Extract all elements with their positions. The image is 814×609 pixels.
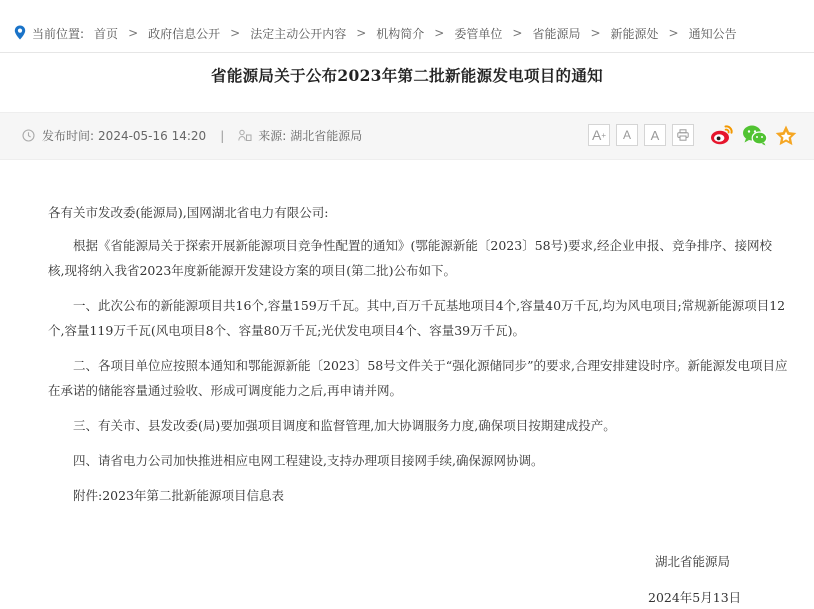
clock-icon (22, 129, 36, 143)
font-size-tools (588, 124, 694, 146)
signature-date: 2024年5月13日 (648, 590, 742, 605)
font-size-increase-button[interactable]: A + (588, 124, 610, 146)
source-icon (238, 129, 252, 143)
publish-time-label: 发布时间: (42, 129, 95, 143)
favorite-button[interactable] (774, 124, 798, 148)
breadcrumb-item-new-energy[interactable]: 新能源处 (610, 26, 659, 41)
article-salutation: 各有关市发改委(能源局),国网湖北省电力有限公司: (48, 205, 329, 220)
share-tools (710, 124, 798, 148)
breadcrumb-separator: > (512, 26, 523, 40)
font-size-decrease-button[interactable]: A (644, 124, 666, 146)
breadcrumb-item-statutory[interactable]: 法定主动公开内容 (250, 26, 347, 41)
breadcrumb-separator: > (668, 26, 679, 40)
location-pin-icon (14, 25, 28, 41)
meta-divider: | (220, 128, 225, 143)
font-size-default-button[interactable]: A (616, 124, 638, 146)
breadcrumb-separator: > (356, 26, 367, 40)
breadcrumb-item-gov-info[interactable]: 政府信息公开 (148, 26, 221, 41)
article-paragraph-2: 二、各项目单位应按照本通知和鄂能源新能〔2023〕58号文件关于“强化源储同步”的要求,合理安排建设时序。新能源发电项目应在承诺的储能容量通过验收、形成可调度能力之后,再申请并网。 (48, 358, 788, 398)
article-meta (22, 127, 362, 144)
article-meta-bar (0, 112, 814, 160)
source-name: 湖北省能源局 (290, 129, 363, 143)
breadcrumb-item-home[interactable]: 首页 (94, 26, 119, 41)
publish-time: 2024-05-16 14:20 (98, 128, 207, 143)
article-attachment: 附件:2023年第二批新能源项目信息表 (73, 488, 285, 503)
breadcrumb-separator: > (128, 26, 139, 40)
breadcrumb-divider (0, 52, 814, 53)
breadcrumb (14, 22, 737, 44)
article-body (48, 200, 788, 518)
signature-org: 湖北省能源局 (655, 554, 731, 569)
breadcrumb-item-notices[interactable]: 通知公告 (688, 26, 737, 41)
print-button[interactable] (672, 124, 694, 146)
breadcrumb-item-affiliates[interactable]: 委管单位 (454, 26, 503, 41)
star-icon (774, 124, 798, 148)
article-paragraph-4: 四、请省电力公司加快推进相应电网工程建设,支持办理项目接网手续,确保源网协调。 (73, 453, 544, 468)
breadcrumb-prefix: 当前位置: (32, 26, 85, 41)
print-icon (677, 129, 689, 141)
weibo-share-button[interactable] (710, 124, 734, 148)
article-paragraph-3: 三、有关市、县发改委(局)要加强项目调度和监督管理,加大协调服务力度,确保项目按期建成投产。 (73, 418, 616, 433)
article-paragraph-1: 一、此次公布的新能源项目共16个,容量159万千瓦。其中,百万千瓦基地项目4个,容量40万千瓦,均为风电项目;常规新能源项目12个,容量119万千瓦(风电项目8个、容量80万千瓦;光伏发电项目4个、容量39万千瓦)。 (48, 298, 786, 338)
breadcrumb-item-energy-bureau[interactable]: 省能源局 (532, 26, 581, 41)
weibo-icon (710, 124, 734, 148)
breadcrumb-separator: > (434, 26, 445, 40)
breadcrumb-separator: > (230, 26, 241, 40)
wechat-icon (742, 124, 768, 148)
article-paragraph-intro: 根据《省能源局关于探索开展新能源项目竞争性配置的通知》(鄂能源新能〔2023〕58号)要求,经企业申报、竞争排序、接网校核,现将纳入我省2023年度新能源开发建设方案的项目(第二批)公布如下。 (48, 238, 772, 278)
breadcrumb-item-org-intro[interactable]: 机构简介 (376, 26, 425, 41)
breadcrumb-separator: > (590, 26, 601, 40)
page-title: 省能源局关于公布2023年第二批新能源发电项目的通知 (211, 66, 603, 85)
source-label: 来源: (258, 129, 287, 143)
wechat-share-button[interactable] (742, 124, 766, 148)
